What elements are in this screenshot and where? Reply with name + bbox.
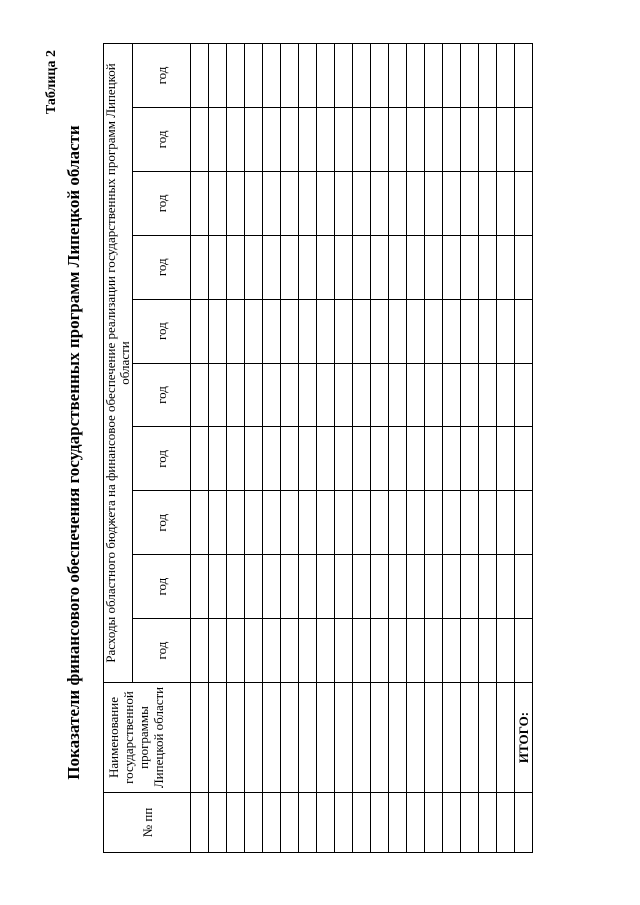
table-cell[interactable]	[191, 793, 209, 853]
total-value-cell[interactable]	[515, 427, 533, 491]
table-cell[interactable]	[209, 171, 227, 235]
table-cell[interactable]	[263, 107, 281, 171]
table-cell[interactable]	[281, 491, 299, 555]
table-cell[interactable]	[389, 427, 407, 491]
table-cell[interactable]	[479, 107, 497, 171]
table-cell[interactable]	[299, 299, 317, 363]
table-cell[interactable]	[443, 44, 461, 108]
table-cell[interactable]	[317, 683, 335, 793]
table-cell[interactable]	[245, 171, 263, 235]
table-cell[interactable]	[263, 683, 281, 793]
table-cell[interactable]	[227, 793, 245, 853]
table-cell[interactable]	[299, 619, 317, 683]
table-cell[interactable]	[227, 683, 245, 793]
table-cell[interactable]	[209, 44, 227, 108]
table-cell[interactable]	[479, 491, 497, 555]
total-value-cell[interactable]	[515, 619, 533, 683]
table-cell[interactable]	[299, 491, 317, 555]
table-cell[interactable]	[479, 299, 497, 363]
table-cell[interactable]	[299, 427, 317, 491]
table-cell[interactable]	[425, 619, 443, 683]
table-cell[interactable]	[389, 555, 407, 619]
table-cell[interactable]	[479, 235, 497, 299]
year-header-cell: год	[133, 491, 191, 555]
table-cell[interactable]	[497, 363, 515, 427]
table-cell[interactable]	[335, 683, 353, 793]
table-row	[299, 44, 317, 853]
table-cell[interactable]	[209, 793, 227, 853]
table-cell[interactable]	[497, 793, 515, 853]
table-cell[interactable]	[389, 683, 407, 793]
table-cell[interactable]	[299, 363, 317, 427]
table-cell[interactable]	[443, 793, 461, 853]
table-cell[interactable]	[371, 171, 389, 235]
table-cell[interactable]	[191, 363, 209, 427]
table-cell[interactable]	[353, 683, 371, 793]
table-row	[497, 44, 515, 853]
table-cell[interactable]	[227, 107, 245, 171]
table-cell[interactable]	[443, 555, 461, 619]
table-cell[interactable]	[281, 363, 299, 427]
table-cell[interactable]	[389, 491, 407, 555]
table-cell[interactable]	[335, 107, 353, 171]
table-cell[interactable]	[497, 427, 515, 491]
table-cell[interactable]	[191, 427, 209, 491]
table-cell[interactable]	[209, 491, 227, 555]
table-row	[443, 44, 461, 853]
table-row	[209, 44, 227, 853]
table-cell[interactable]	[497, 491, 515, 555]
table-cell[interactable]	[461, 171, 479, 235]
table-cell[interactable]	[353, 44, 371, 108]
table-cell[interactable]	[263, 793, 281, 853]
table-cell[interactable]	[245, 107, 263, 171]
table-cell[interactable]	[461, 44, 479, 108]
table-cell[interactable]	[299, 235, 317, 299]
table-cell[interactable]	[245, 619, 263, 683]
table-cell[interactable]	[191, 683, 209, 793]
table-cell[interactable]	[371, 44, 389, 108]
total-value-cell[interactable]	[515, 491, 533, 555]
table-cell[interactable]	[425, 555, 443, 619]
table-cell[interactable]	[407, 427, 425, 491]
table-cell[interactable]	[461, 363, 479, 427]
table-cell[interactable]	[425, 683, 443, 793]
table-cell[interactable]	[227, 427, 245, 491]
table-cell[interactable]	[263, 299, 281, 363]
table-cell[interactable]	[479, 44, 497, 108]
table-cell[interactable]	[335, 363, 353, 427]
table-cell[interactable]	[371, 793, 389, 853]
table-cell[interactable]	[335, 555, 353, 619]
table-cell[interactable]	[443, 171, 461, 235]
table-cell[interactable]	[425, 491, 443, 555]
table-cell[interactable]	[461, 491, 479, 555]
column-header-program-name: Наименование государственной программы Липецкой области	[104, 683, 191, 793]
table-cell[interactable]	[299, 555, 317, 619]
table-cell[interactable]	[299, 171, 317, 235]
table-cell[interactable]	[299, 683, 317, 793]
table-cell[interactable]	[263, 619, 281, 683]
table-cell[interactable]	[389, 363, 407, 427]
table-cell[interactable]	[389, 793, 407, 853]
table-cell[interactable]	[497, 171, 515, 235]
table-cell[interactable]	[299, 44, 317, 108]
table-cell[interactable]	[281, 793, 299, 853]
table-cell[interactable]	[425, 171, 443, 235]
table-row	[245, 44, 263, 853]
table-cell[interactable]	[407, 619, 425, 683]
table-cell[interactable]	[389, 171, 407, 235]
table-cell[interactable]	[191, 171, 209, 235]
table-cell[interactable]	[389, 107, 407, 171]
table-cell[interactable]	[191, 555, 209, 619]
table-cell[interactable]	[263, 235, 281, 299]
table-cell[interactable]	[353, 793, 371, 853]
total-value-cell[interactable]	[515, 235, 533, 299]
table-cell[interactable]	[461, 107, 479, 171]
table-cell[interactable]	[209, 299, 227, 363]
table-cell[interactable]	[353, 363, 371, 427]
table-cell[interactable]	[353, 235, 371, 299]
total-value-cell[interactable]	[515, 171, 533, 235]
table-cell[interactable]	[317, 427, 335, 491]
table-cell[interactable]	[299, 107, 317, 171]
table-cell[interactable]	[371, 363, 389, 427]
table-cell[interactable]	[443, 363, 461, 427]
table-cell[interactable]	[371, 683, 389, 793]
table-cell[interactable]	[317, 171, 335, 235]
table-cell[interactable]	[371, 491, 389, 555]
column-header-budget-expenses: Расходы областного бюджета на финансовое обеспечение реализации государственных программ Липецкой области	[104, 44, 133, 683]
table-cell[interactable]	[317, 793, 335, 853]
table-cell[interactable]	[227, 491, 245, 555]
table-cell[interactable]	[209, 555, 227, 619]
table-cell[interactable]	[353, 619, 371, 683]
table-cell[interactable]	[407, 107, 425, 171]
year-header-cell: год	[133, 427, 191, 491]
year-header-cell: год	[133, 363, 191, 427]
table-cell[interactable]	[353, 491, 371, 555]
table-cell[interactable]	[281, 555, 299, 619]
table-cell[interactable]	[443, 427, 461, 491]
table-cell[interactable]	[227, 299, 245, 363]
table-cell[interactable]	[335, 299, 353, 363]
year-header-cell: год	[133, 44, 191, 108]
table-cell[interactable]	[371, 107, 389, 171]
total-value-cell[interactable]	[515, 555, 533, 619]
total-number-cell[interactable]	[515, 793, 533, 853]
table-cell[interactable]	[281, 299, 299, 363]
total-value-cell[interactable]	[515, 44, 533, 108]
table-cell[interactable]	[209, 619, 227, 683]
table-cell[interactable]	[389, 299, 407, 363]
table-cell[interactable]	[245, 363, 263, 427]
table-cell[interactable]	[263, 427, 281, 491]
table-cell[interactable]	[407, 683, 425, 793]
table-cell[interactable]	[317, 491, 335, 555]
table-cell[interactable]	[317, 44, 335, 108]
table-cell[interactable]	[281, 171, 299, 235]
year-header-cell: год	[133, 107, 191, 171]
table-cell[interactable]	[407, 235, 425, 299]
table-cell[interactable]	[209, 683, 227, 793]
table-cell[interactable]	[407, 363, 425, 427]
table-cell[interactable]	[461, 555, 479, 619]
table-cell[interactable]	[227, 235, 245, 299]
table-cell[interactable]	[497, 555, 515, 619]
table-cell[interactable]	[371, 619, 389, 683]
table-cell[interactable]	[335, 171, 353, 235]
table-cell[interactable]	[425, 363, 443, 427]
table-cell[interactable]	[371, 235, 389, 299]
table-cell[interactable]	[353, 299, 371, 363]
table-cell[interactable]	[353, 555, 371, 619]
table-cell[interactable]	[281, 44, 299, 108]
table-row	[407, 44, 425, 853]
total-label: ИТОГО:	[515, 683, 533, 793]
table-row	[335, 44, 353, 853]
table-cell[interactable]	[497, 235, 515, 299]
table-cell[interactable]	[209, 235, 227, 299]
total-value-cell[interactable]	[515, 107, 533, 171]
column-header-number: № пп	[104, 793, 191, 853]
table-cell[interactable]	[263, 555, 281, 619]
table-cell[interactable]	[389, 619, 407, 683]
financing-table	[103, 43, 533, 853]
table-cell[interactable]	[209, 363, 227, 427]
table-cell[interactable]	[461, 235, 479, 299]
table-row	[425, 44, 443, 853]
table-cell[interactable]	[443, 619, 461, 683]
table-cell[interactable]	[407, 44, 425, 108]
table-cell[interactable]	[245, 793, 263, 853]
table-cell[interactable]	[407, 171, 425, 235]
table-cell[interactable]	[461, 619, 479, 683]
table-row	[191, 44, 209, 853]
table-cell[interactable]	[425, 44, 443, 108]
total-row	[515, 44, 533, 853]
year-header-cell: год	[133, 171, 191, 235]
table-cell[interactable]	[443, 107, 461, 171]
table-cell[interactable]	[281, 619, 299, 683]
header-row-top	[104, 44, 133, 853]
table-cell[interactable]	[479, 793, 497, 853]
table-cell[interactable]	[335, 491, 353, 555]
table-cell[interactable]	[299, 793, 317, 853]
table-cell[interactable]	[479, 555, 497, 619]
table-cell[interactable]	[371, 555, 389, 619]
table-cell[interactable]	[335, 235, 353, 299]
table-cell[interactable]	[371, 299, 389, 363]
table-cell[interactable]	[443, 235, 461, 299]
table-cell[interactable]	[425, 299, 443, 363]
table-row	[317, 44, 335, 853]
table-cell[interactable]	[245, 299, 263, 363]
table-cell[interactable]	[389, 235, 407, 299]
table-cell[interactable]	[425, 427, 443, 491]
table-cell[interactable]	[479, 619, 497, 683]
table-row	[353, 44, 371, 853]
table-cell[interactable]	[191, 44, 209, 108]
table-cell[interactable]	[245, 555, 263, 619]
table-cell[interactable]	[245, 44, 263, 108]
table-cell[interactable]	[245, 427, 263, 491]
table-cell[interactable]	[335, 793, 353, 853]
table-cell[interactable]	[497, 107, 515, 171]
table-cell[interactable]	[371, 427, 389, 491]
table-cell[interactable]	[281, 235, 299, 299]
year-header-cell: год	[133, 235, 191, 299]
table-cell[interactable]	[497, 44, 515, 108]
table-cell[interactable]	[407, 555, 425, 619]
table-row	[281, 44, 299, 853]
table-cell[interactable]	[209, 427, 227, 491]
table-cell[interactable]	[479, 171, 497, 235]
table-cell[interactable]	[461, 299, 479, 363]
table-cell[interactable]	[317, 619, 335, 683]
year-header-cell: год	[133, 299, 191, 363]
table-cell[interactable]	[497, 683, 515, 793]
table-cell[interactable]	[227, 363, 245, 427]
table-cell[interactable]	[227, 555, 245, 619]
table-cell[interactable]	[425, 107, 443, 171]
total-value-cell[interactable]	[515, 299, 533, 363]
table-cell[interactable]	[317, 555, 335, 619]
table-cell[interactable]	[353, 171, 371, 235]
table-cell[interactable]	[191, 235, 209, 299]
table-cell[interactable]	[479, 363, 497, 427]
table-row	[263, 44, 281, 853]
table-cell[interactable]	[245, 235, 263, 299]
table-row	[461, 44, 479, 853]
table-cell[interactable]	[191, 107, 209, 171]
table-cell[interactable]	[227, 171, 245, 235]
table-cell[interactable]	[407, 793, 425, 853]
year-header-cell: год	[133, 619, 191, 683]
table-cell[interactable]	[209, 107, 227, 171]
table-cell[interactable]	[353, 427, 371, 491]
table-cell[interactable]	[407, 299, 425, 363]
table-cell[interactable]	[335, 619, 353, 683]
table-cell[interactable]	[479, 427, 497, 491]
table-cell[interactable]	[425, 235, 443, 299]
table-row	[479, 44, 497, 853]
table-cell[interactable]	[263, 491, 281, 555]
year-header-cell: год	[133, 555, 191, 619]
table-cell[interactable]	[389, 44, 407, 108]
table-row	[227, 44, 245, 853]
table-cell[interactable]	[281, 683, 299, 793]
table-cell[interactable]	[479, 683, 497, 793]
table-cell[interactable]	[227, 619, 245, 683]
table-cell[interactable]	[317, 363, 335, 427]
table-cell[interactable]	[227, 44, 245, 108]
total-value-cell[interactable]	[515, 363, 533, 427]
table-cell[interactable]	[497, 299, 515, 363]
table-cell[interactable]	[263, 171, 281, 235]
table-cell[interactable]	[263, 363, 281, 427]
document-title: Показатели финансового обеспечения государственных программ Липецкой области	[64, 125, 83, 780]
table-cell[interactable]	[461, 427, 479, 491]
table-cell[interactable]	[461, 793, 479, 853]
table-cell[interactable]	[335, 427, 353, 491]
table-cell[interactable]	[245, 491, 263, 555]
table-cell[interactable]	[281, 427, 299, 491]
table-cell[interactable]	[407, 491, 425, 555]
table-cell[interactable]	[443, 491, 461, 555]
table-cell[interactable]	[263, 44, 281, 108]
table-cell[interactable]	[317, 107, 335, 171]
table-cell[interactable]	[317, 299, 335, 363]
table-row	[371, 44, 389, 853]
table-cell[interactable]	[191, 619, 209, 683]
table-cell[interactable]	[245, 683, 263, 793]
table-cell[interactable]	[353, 107, 371, 171]
table-number-label: Таблица 2	[44, 50, 59, 115]
table-cell[interactable]	[317, 235, 335, 299]
table-cell[interactable]	[443, 299, 461, 363]
table-cell[interactable]	[425, 793, 443, 853]
table-cell[interactable]	[443, 683, 461, 793]
table-row	[389, 44, 407, 853]
table-cell[interactable]	[335, 44, 353, 108]
table-cell[interactable]	[497, 619, 515, 683]
table-cell[interactable]	[461, 683, 479, 793]
table-cell[interactable]	[191, 491, 209, 555]
table-cell[interactable]	[281, 107, 299, 171]
table-cell[interactable]	[191, 299, 209, 363]
